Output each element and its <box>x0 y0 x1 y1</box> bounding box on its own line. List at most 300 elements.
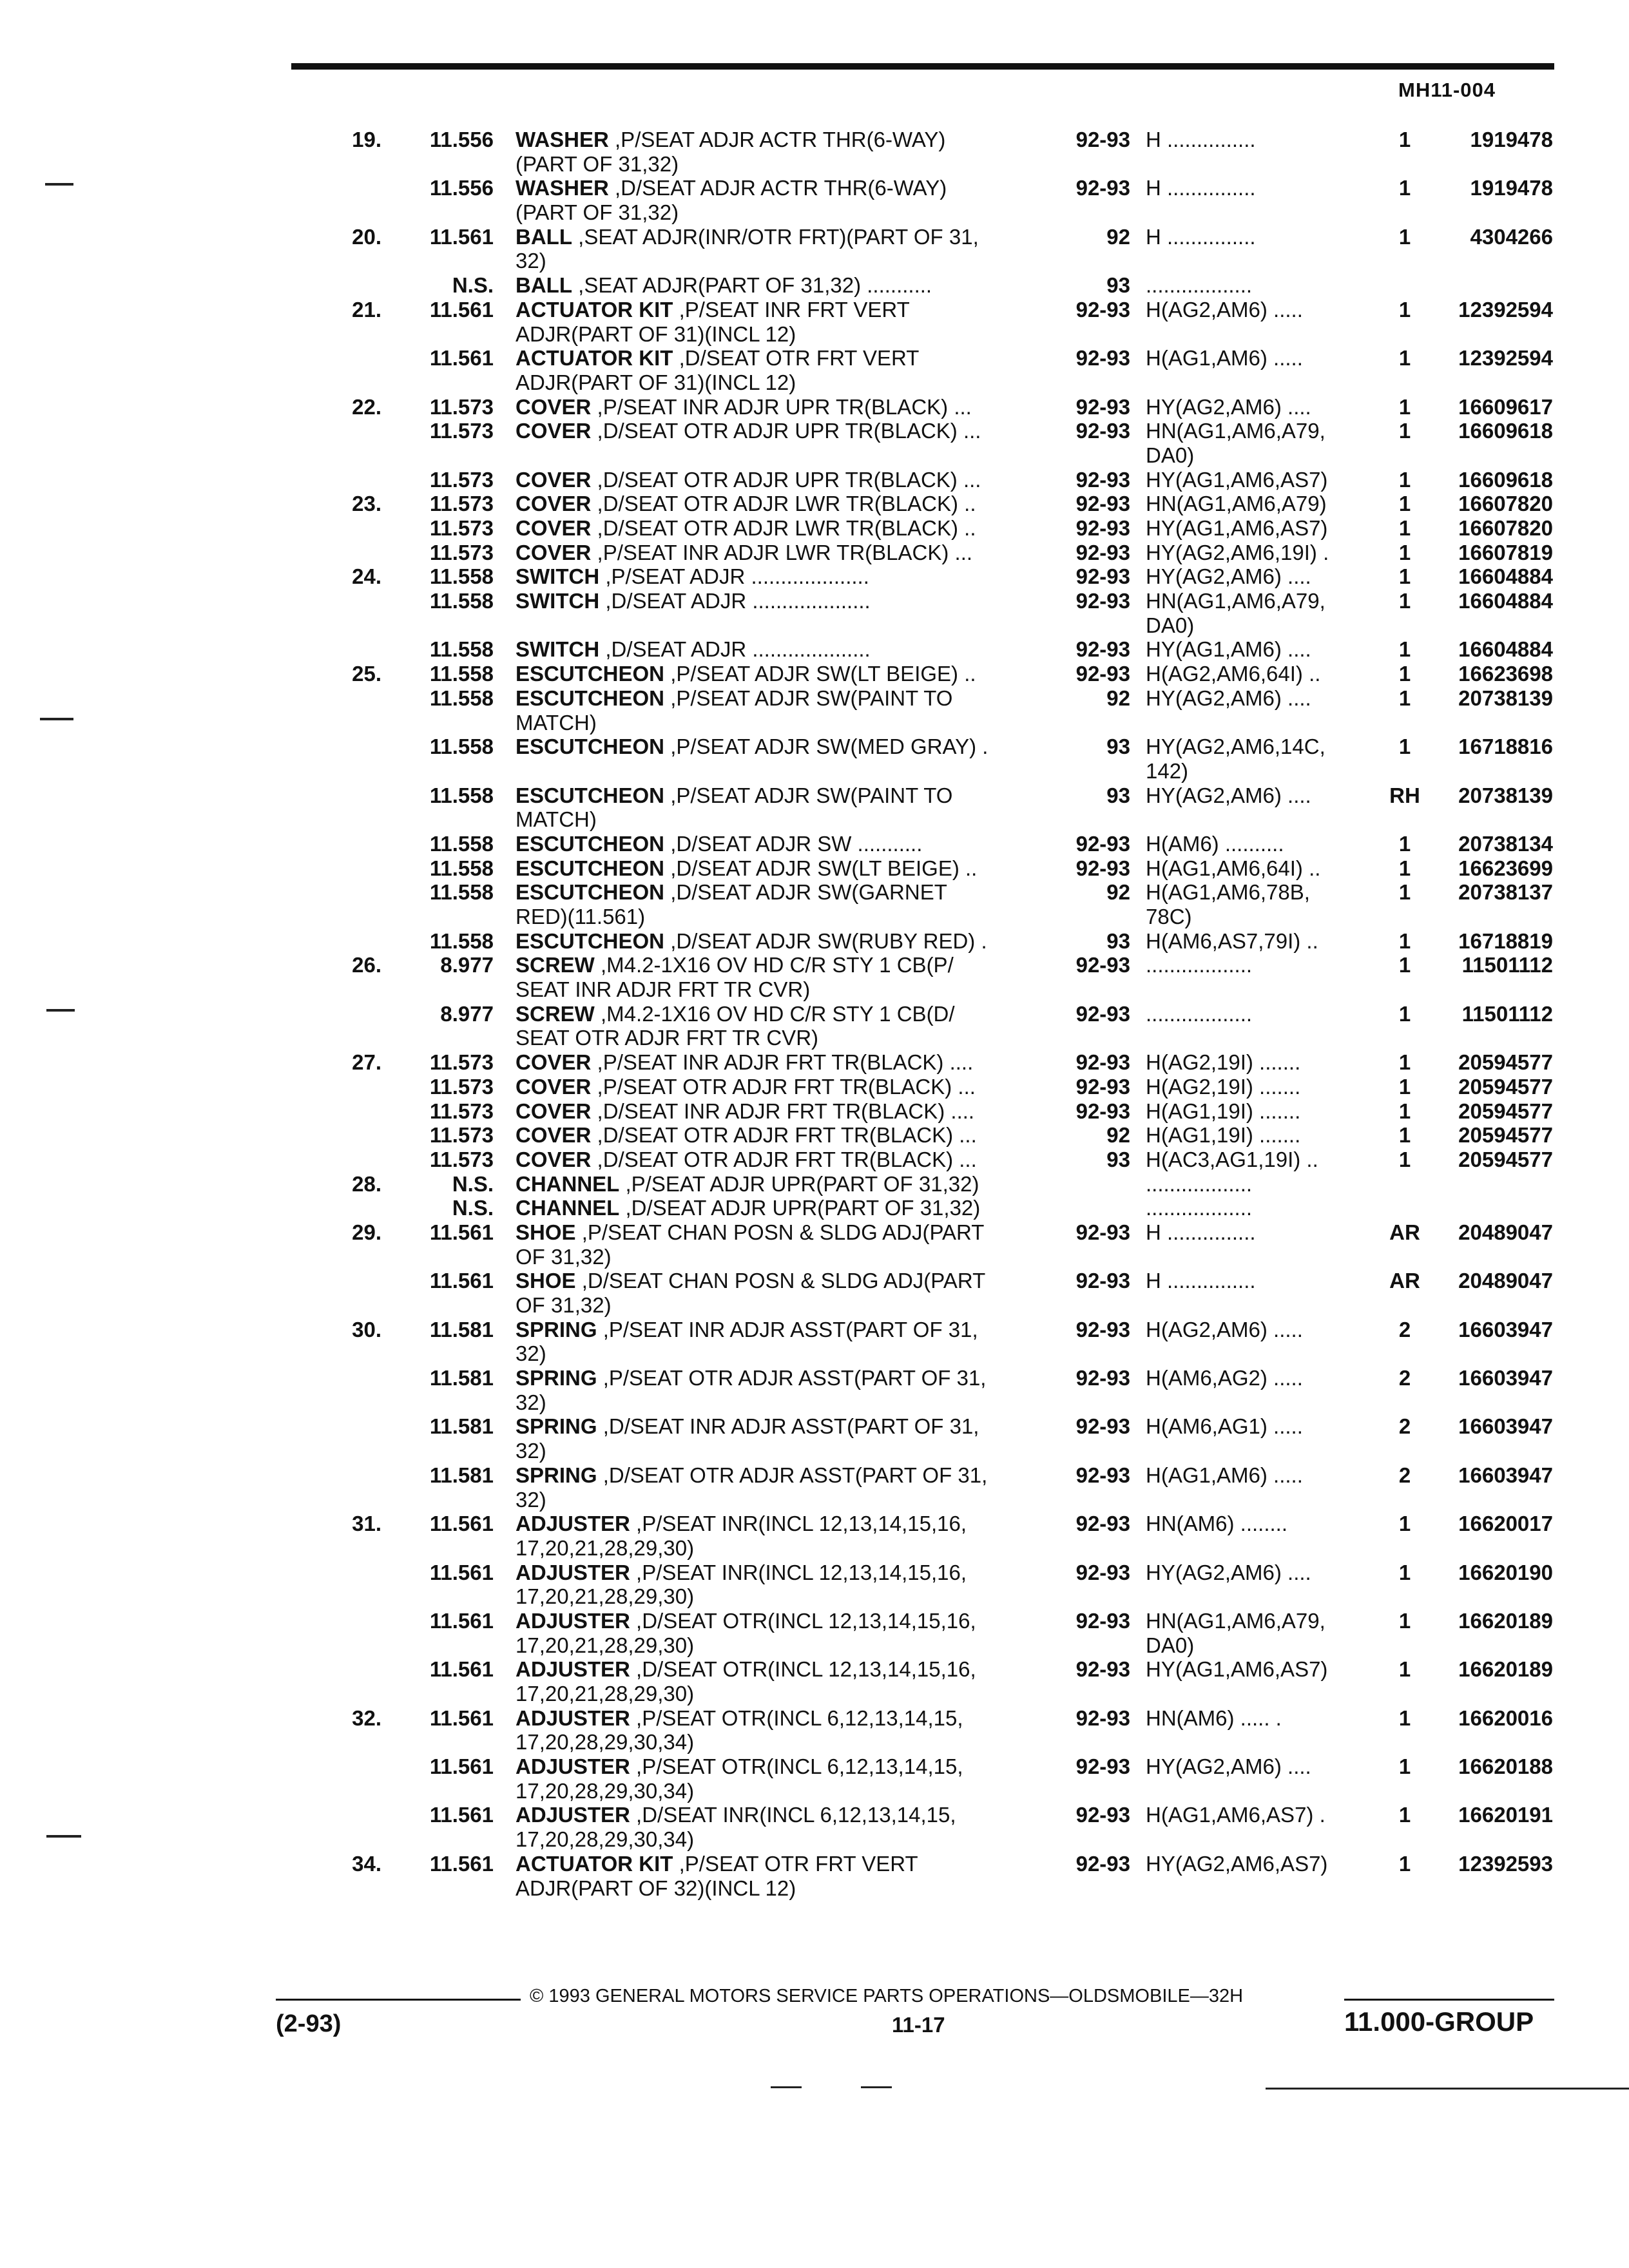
group-number: 11.581 <box>429 1366 494 1390</box>
usage-code: HY(AG1,AM6,AS7) <box>1146 467 1328 492</box>
part-row <box>0 1488 1629 1512</box>
part-name: ADJUSTER <box>516 1754 630 1779</box>
description-text: ,D/SEAT OTR(INCL 12,13,14,15,16, <box>636 1608 976 1633</box>
usage-code: DA0) <box>1146 613 1195 637</box>
model-year: 92-93 <box>1075 1754 1130 1779</box>
part-row <box>0 1002 1629 1026</box>
usage-code: HY(AG1,AM6,AS7) <box>1146 516 1328 540</box>
usage-code: H(AG2,AM6) ..... <box>1146 297 1303 322</box>
part-name: ACTUATOR KIT <box>516 346 673 370</box>
part-name: ESCUTCHEON <box>516 928 665 953</box>
description-text: ,D/SEAT OTR ADJR LWR TR(BLACK) .. <box>597 516 976 540</box>
part-name: SPRING <box>516 1414 597 1439</box>
group-number: 11.573 <box>429 516 494 540</box>
group-number: 11.558 <box>429 686 494 710</box>
part-row <box>0 1123 1629 1148</box>
description-text: ,P/SEAT ADJR UPR(PART OF 31,32) <box>625 1171 979 1196</box>
part-description <box>516 1852 1044 1876</box>
group-label: 11.000-GROUP <box>1344 2006 1534 2037</box>
quantity: 1 <box>1398 297 1411 322</box>
quantity: 2 <box>1398 1463 1411 1487</box>
usage-code: H(AM6,AS7,79I) .. <box>1146 928 1318 953</box>
description-text: ,P/SEAT INR(INCL 12,13,14,15,16, <box>636 1512 967 1536</box>
usage-code: H(AG1,AM6,78B, <box>1146 880 1310 905</box>
model-year: 92-93 <box>1075 128 1130 151</box>
quantity: 1 <box>1398 1803 1411 1827</box>
quantity: 1 <box>1398 1099 1411 1123</box>
part-description <box>516 541 1044 565</box>
model-year: 92-93 <box>1075 176 1130 200</box>
part-number: 16607820 <box>1458 516 1553 540</box>
group-number: 11.573 <box>429 467 494 492</box>
part-description <box>516 1439 1044 1463</box>
group-number: 11.573 <box>429 1050 494 1075</box>
part-row <box>0 1220 1629 1245</box>
part-description <box>516 225 1044 249</box>
ref-number: 19. <box>352 128 381 151</box>
ref-number: 27. <box>352 1050 381 1075</box>
part-number: 16607820 <box>1458 492 1553 516</box>
model-year: 93 <box>1106 928 1130 953</box>
part-name: SPRING <box>516 1366 597 1390</box>
header-rule <box>291 63 1554 70</box>
usage-code: H(AG1,AM6,64I) .. <box>1146 856 1321 880</box>
usage-code: HY(AG1,AM6) .... <box>1146 637 1311 662</box>
part-description <box>516 492 1044 516</box>
quantity: 1 <box>1398 224 1411 249</box>
description-text: 32) <box>516 1487 546 1512</box>
part-description <box>516 1682 1044 1706</box>
group-number: 11.558 <box>429 783 494 807</box>
usage-code: .................. <box>1146 953 1253 977</box>
model-year: 92-93 <box>1075 394 1130 419</box>
usage-code: HN(AM6) ........ <box>1146 1512 1288 1536</box>
ref-number: 25. <box>352 662 381 686</box>
part-name: CHANNEL <box>516 1171 620 1196</box>
description-text: 32) <box>516 1390 546 1414</box>
usage-code: HY(AG2,AM6) .... <box>1146 783 1311 807</box>
description-text: ,SEAT ADJR(INR/OTR FRT)(PART OF 31, <box>578 224 979 249</box>
description-text: ADJR(PART OF 31)(INCL 12) <box>516 370 796 394</box>
description-text: ADJR(PART OF 31)(INCL 12) <box>516 322 796 346</box>
ref-number: 28. <box>352 1171 381 1196</box>
ref-number: 30. <box>352 1317 381 1341</box>
part-number: 16604884 <box>1458 564 1553 589</box>
part-row <box>0 1779 1629 1803</box>
usage-code: HY(AG2,AM6) .... <box>1146 1754 1311 1779</box>
usage-code: .................. <box>1146 273 1253 298</box>
part-row <box>0 1439 1629 1463</box>
part-number: 16620188 <box>1458 1754 1553 1779</box>
quantity: 1 <box>1398 516 1411 540</box>
part-row <box>0 905 1629 929</box>
group-number: 11.561 <box>429 1803 494 1827</box>
model-year: 92-93 <box>1075 297 1130 322</box>
description-text: ,D/SEAT OTR FRT VERT <box>679 346 920 370</box>
part-number: 1919478 <box>1470 128 1553 151</box>
quantity: 1 <box>1398 856 1411 880</box>
part-number: 16620190 <box>1458 1560 1553 1584</box>
group-number: 11.558 <box>429 831 494 856</box>
description-text: ,P/SEAT OTR ADJR FRT TR(BLACK) ... <box>597 1074 976 1099</box>
part-name: SPRING <box>516 1317 597 1341</box>
part-description <box>516 1512 1044 1536</box>
description-text: ,D/SEAT ADJR SW ........... <box>670 831 923 856</box>
description-text: ,D/SEAT OTR ADJR FRT TR(BLACK) ... <box>597 1123 977 1148</box>
ref-number: 26. <box>352 953 381 977</box>
part-description <box>516 1196 1044 1220</box>
model-year: 92-93 <box>1075 419 1130 443</box>
part-row <box>0 832 1629 856</box>
part-name: COVER <box>516 1050 592 1075</box>
quantity: 1 <box>1398 1754 1411 1779</box>
part-row <box>0 977 1629 1002</box>
description-text: ,D/SEAT ADJR UPR(PART OF 31,32) <box>625 1196 981 1220</box>
usage-code: 78C) <box>1146 905 1192 928</box>
group-number: 11.581 <box>429 1414 494 1439</box>
part-row <box>0 1050 1629 1075</box>
part-name: COVER <box>516 1147 592 1171</box>
part-description <box>516 1609 1044 1633</box>
part-row <box>0 1803 1629 1827</box>
part-number: 12392593 <box>1458 1851 1553 1876</box>
ref-number: 34. <box>352 1851 381 1876</box>
group-number: 11.573 <box>429 1123 494 1148</box>
group-number: 11.561 <box>429 346 494 370</box>
part-row <box>0 1584 1629 1609</box>
usage-code: HY(AG2,AM6) .... <box>1146 686 1311 710</box>
part-description <box>516 1536 1044 1561</box>
model-year: 92-93 <box>1075 831 1130 856</box>
ref-number: 23. <box>352 492 381 516</box>
part-name: ESCUTCHEON <box>516 662 665 686</box>
description-text: ,P/SEAT INR ADJR ASST(PART OF 31, <box>602 1317 978 1341</box>
part-description <box>516 128 1044 152</box>
part-row <box>0 1730 1629 1754</box>
part-name: COVER <box>516 394 592 419</box>
group-number: 11.561 <box>429 297 494 322</box>
part-row <box>0 1706 1629 1731</box>
part-description <box>516 200 1044 225</box>
part-number: 16620191 <box>1458 1803 1553 1827</box>
ref-number: 21. <box>352 297 381 322</box>
ref-number: 20. <box>352 224 381 249</box>
quantity: 1 <box>1398 1851 1411 1876</box>
model-year: 92 <box>1106 880 1130 905</box>
model-year: 92-93 <box>1075 589 1130 613</box>
part-row <box>0 492 1629 516</box>
part-row <box>0 929 1629 954</box>
model-year: 92-93 <box>1075 1803 1130 1827</box>
part-row <box>0 1512 1629 1536</box>
description-text: 32) <box>516 249 546 273</box>
quantity: 1 <box>1398 1608 1411 1633</box>
part-number: 16718819 <box>1458 928 1553 953</box>
description-text: ,D/SEAT ADJR SW(GARNET <box>670 880 947 905</box>
quantity: 1 <box>1398 176 1411 200</box>
usage-code: H(AG1,AM6) ..... <box>1146 1463 1303 1487</box>
part-row <box>0 564 1629 589</box>
part-row <box>0 298 1629 322</box>
part-row <box>0 662 1629 686</box>
part-number: 20738137 <box>1458 880 1553 905</box>
part-name: COVER <box>516 1099 592 1123</box>
usage-code: .................. <box>1146 1171 1253 1196</box>
usage-code: H ............... <box>1146 1269 1256 1293</box>
group-number: 11.561 <box>429 1220 494 1244</box>
description-text: ,P/SEAT OTR(INCL 6,12,13,14,15, <box>636 1754 963 1779</box>
part-number: 16620017 <box>1458 1512 1553 1536</box>
description-text: 17,20,28,29,30,34) <box>516 1778 695 1803</box>
model-year: 92-93 <box>1075 1463 1130 1487</box>
part-row <box>0 1657 1629 1682</box>
model-year: 92 <box>1106 1123 1130 1148</box>
description-text: ,D/SEAT ADJR SW(LT BEIGE) .. <box>670 856 978 880</box>
part-name: COVER <box>516 540 592 564</box>
part-name: ADJUSTER <box>516 1512 630 1536</box>
part-description <box>516 370 1044 395</box>
usage-code: HY(AG1,AM6,AS7) <box>1146 1657 1328 1682</box>
quantity: 2 <box>1398 1414 1411 1439</box>
part-name: COVER <box>516 1123 592 1148</box>
part-description <box>516 1463 1044 1488</box>
description-text: ,D/SEAT CHAN POSN & SLDG ADJ(PART <box>581 1269 986 1293</box>
part-name: ESCUTCHEON <box>516 783 665 807</box>
quantity: 2 <box>1398 1366 1411 1390</box>
ref-number: 24. <box>352 564 381 589</box>
part-name: SHOE <box>516 1269 576 1293</box>
quantity: 1 <box>1398 637 1411 662</box>
part-row <box>0 249 1629 273</box>
part-row <box>0 1536 1629 1561</box>
description-text: ,P/SEAT ADJR SW(MED GRAY) . <box>670 735 988 759</box>
description-text: ,P/SEAT INR ADJR LWR TR(BLACK) ... <box>597 540 973 564</box>
part-description <box>516 807 1044 832</box>
part-description <box>516 468 1044 492</box>
scan-mark <box>771 2086 802 2088</box>
group-number: 11.558 <box>429 735 494 759</box>
part-row <box>0 1075 1629 1099</box>
description-text: RED)(11.561) <box>516 905 646 928</box>
part-description <box>516 1803 1044 1827</box>
quantity: 1 <box>1398 662 1411 686</box>
footer-rule-left <box>276 1999 521 2001</box>
model-year: 93 <box>1106 735 1130 759</box>
part-number: 16620189 <box>1458 1608 1553 1633</box>
quantity: 1 <box>1398 1074 1411 1099</box>
usage-code: H(AG2,19I) ....... <box>1146 1050 1301 1075</box>
part-name: COVER <box>516 1074 592 1099</box>
part-row <box>0 1366 1629 1390</box>
part-row <box>0 541 1629 565</box>
part-number: 16603947 <box>1458 1366 1553 1390</box>
part-name: SHOE <box>516 1220 576 1244</box>
part-description <box>516 637 1044 662</box>
description-text: ,SEAT ADJR(PART OF 31,32) ........... <box>578 273 932 298</box>
description-text: ,P/SEAT ADJR .................... <box>605 564 869 589</box>
model-year: 93 <box>1106 1147 1130 1171</box>
description-text: ,P/SEAT ADJR ACTR THR(6-WAY) <box>615 128 946 151</box>
usage-code: HY(AG2,AM6) .... <box>1146 1560 1311 1584</box>
model-year: 92-93 <box>1075 346 1130 370</box>
part-description <box>516 564 1044 589</box>
model-year: 92-93 <box>1075 1366 1130 1390</box>
ref-number: 22. <box>352 394 381 419</box>
part-description <box>516 1754 1044 1779</box>
usage-code: HN(AG1,AM6,A79, <box>1146 1608 1325 1633</box>
group-number: N.S. <box>452 273 494 298</box>
part-name: BALL <box>516 273 572 298</box>
model-year: 92-93 <box>1075 856 1130 880</box>
group-number: 11.558 <box>429 637 494 662</box>
part-number: 16609618 <box>1458 467 1553 492</box>
description-text: ,P/SEAT CHAN POSN & SLDG ADJ(PART <box>581 1220 985 1244</box>
part-number: 20738139 <box>1458 783 1553 807</box>
model-year: 92-93 <box>1075 637 1130 662</box>
description-text: 17,20,21,28,29,30) <box>516 1633 695 1657</box>
part-row <box>0 759 1629 783</box>
part-description <box>516 346 1044 370</box>
group-number: 11.556 <box>429 128 494 151</box>
model-year: 92-93 <box>1075 953 1130 977</box>
model-year: 92-93 <box>1075 516 1130 540</box>
scan-mark <box>861 2086 892 2088</box>
part-name: COVER <box>516 467 592 492</box>
part-number: 16607819 <box>1458 540 1553 564</box>
part-row <box>0 128 1629 152</box>
part-description <box>516 783 1044 808</box>
part-description <box>516 1827 1044 1852</box>
quantity: RH <box>1389 783 1420 807</box>
group-number: 11.581 <box>429 1317 494 1341</box>
part-row <box>0 1099 1629 1124</box>
usage-code: HY(AG2,AM6,14C, <box>1146 735 1325 759</box>
part-row <box>0 1245 1629 1269</box>
model-year: 92-93 <box>1075 1269 1130 1293</box>
description-text: (PART OF 31,32) <box>516 151 679 176</box>
model-year: 92-93 <box>1075 492 1130 516</box>
part-description <box>516 686 1044 711</box>
part-row <box>0 1876 1629 1901</box>
description-text: 17,20,28,29,30,34) <box>516 1827 695 1852</box>
part-number: 20594577 <box>1458 1147 1553 1171</box>
part-row <box>0 322 1629 347</box>
usage-code: H(AC3,AG1,19I) .. <box>1146 1147 1318 1171</box>
part-description <box>516 1779 1044 1803</box>
group-number: 11.561 <box>429 1512 494 1536</box>
part-row <box>0 880 1629 905</box>
group-number: N.S. <box>452 1196 494 1220</box>
description-text: ,D/SEAT OTR ADJR FRT TR(BLACK) ... <box>597 1147 977 1171</box>
quantity: 1 <box>1398 686 1411 710</box>
part-description <box>516 1148 1044 1172</box>
model-year: 92-93 <box>1075 540 1130 564</box>
part-number: 16718816 <box>1458 735 1553 759</box>
part-description <box>516 929 1044 954</box>
part-name: COVER <box>516 419 592 443</box>
quantity: 1 <box>1398 735 1411 759</box>
part-name: SCREW <box>516 1001 595 1026</box>
model-year: 92-93 <box>1075 1220 1130 1244</box>
part-name: ESCUTCHEON <box>516 735 665 759</box>
usage-code: HY(AG2,AM6,AS7) <box>1146 1851 1328 1876</box>
group-number: 11.573 <box>429 1099 494 1123</box>
part-description <box>516 1876 1044 1901</box>
usage-code: 142) <box>1146 758 1189 783</box>
group-number: 11.561 <box>429 224 494 249</box>
model-year: 92-93 <box>1075 1050 1130 1075</box>
model-year: 92-93 <box>1075 1512 1130 1536</box>
part-description <box>516 1075 1044 1099</box>
part-description <box>516 977 1044 1002</box>
quantity: 1 <box>1398 1706 1411 1730</box>
part-row <box>0 225 1629 249</box>
part-number: 16620016 <box>1458 1706 1553 1730</box>
part-number: 20594577 <box>1458 1074 1553 1099</box>
description-text: ,P/SEAT ADJR SW(PAINT TO <box>670 686 953 710</box>
part-row <box>0 1269 1629 1293</box>
group-number: 11.573 <box>429 419 494 443</box>
part-row <box>0 176 1629 200</box>
usage-code: HN(AG1,AM6,A79) <box>1146 492 1327 516</box>
description-text: ,D/SEAT OTR ADJR UPR TR(BLACK) ... <box>597 467 981 492</box>
model-year: 92-93 <box>1075 1560 1130 1584</box>
part-name: COVER <box>516 516 592 540</box>
part-row <box>0 1414 1629 1439</box>
part-row <box>0 1682 1629 1706</box>
part-row <box>0 1148 1629 1172</box>
group-number: 11.573 <box>429 394 494 419</box>
usage-code: H(AM6,AG2) ..... <box>1146 1366 1303 1390</box>
description-text: ADJR(PART OF 32)(INCL 12) <box>516 1876 796 1900</box>
part-row <box>0 443 1629 468</box>
group-number: 11.558 <box>429 856 494 880</box>
group-number: 11.573 <box>429 1147 494 1171</box>
description-text: 32) <box>516 1341 546 1366</box>
description-text: ,D/SEAT ADJR .................... <box>605 637 871 662</box>
quantity: 1 <box>1398 953 1411 977</box>
group-number: N.S. <box>452 1171 494 1196</box>
part-name: ADJUSTER <box>516 1657 630 1682</box>
part-row <box>0 807 1629 832</box>
part-description <box>516 298 1044 322</box>
group-number: 11.561 <box>429 1754 494 1779</box>
part-name: WASHER <box>516 176 609 200</box>
quantity: 1 <box>1398 1657 1411 1682</box>
usage-code: HY(AG2,AM6,19I) . <box>1146 540 1329 564</box>
part-number: 20489047 <box>1458 1220 1553 1244</box>
model-year: 92-93 <box>1075 1099 1130 1123</box>
part-name: SPRING <box>516 1463 597 1487</box>
part-description <box>516 1269 1044 1293</box>
usage-code: HN(AG1,AM6,A79, <box>1146 419 1325 443</box>
model-year: 92 <box>1106 686 1130 710</box>
part-description <box>516 176 1044 200</box>
usage-code: DA0) <box>1146 1633 1195 1657</box>
usage-code: H(AG2,AM6,64I) .. <box>1146 662 1321 686</box>
part-description <box>516 711 1044 735</box>
description-text: ,P/SEAT OTR(INCL 6,12,13,14,15, <box>636 1706 963 1730</box>
part-row <box>0 468 1629 492</box>
model-year: 92-93 <box>1075 1608 1130 1633</box>
quantity: 1 <box>1398 492 1411 516</box>
description-text: 17,20,28,29,30,34) <box>516 1730 695 1754</box>
usage-code: DA0) <box>1146 443 1195 467</box>
part-row <box>0 1463 1629 1488</box>
description-text: ,D/SEAT OTR ADJR UPR TR(BLACK) ... <box>597 419 981 443</box>
group-number: 11.558 <box>429 589 494 613</box>
part-name: ESCUTCHEON <box>516 880 665 905</box>
